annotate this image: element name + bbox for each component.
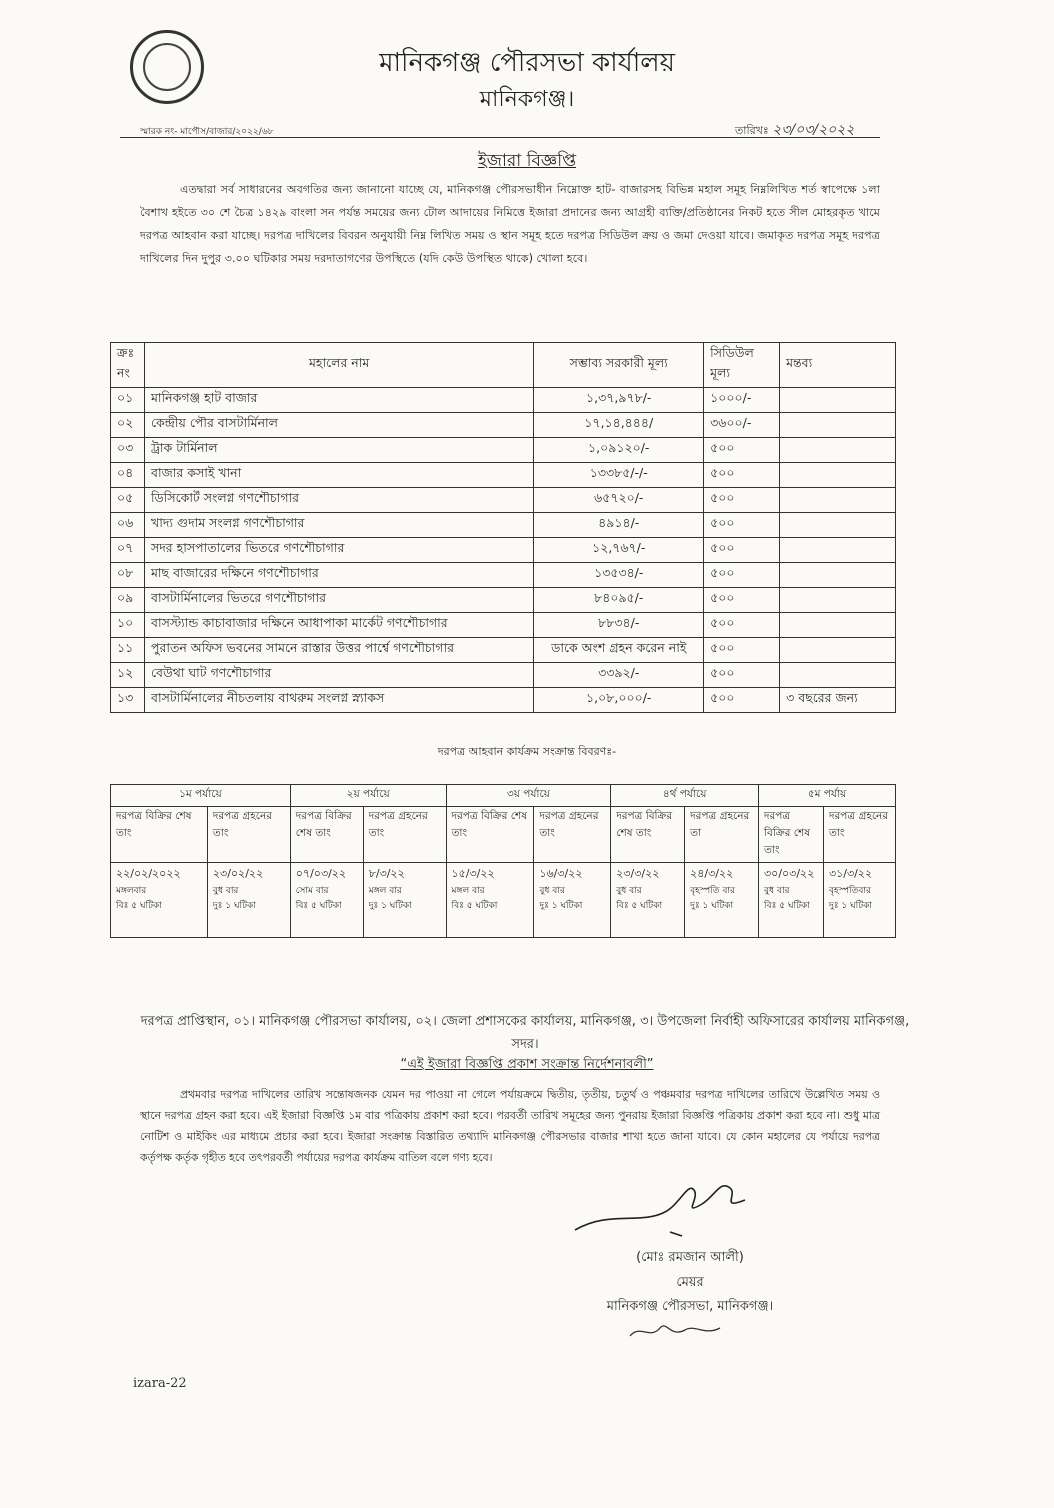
cell-remarks xyxy=(780,613,896,638)
stage-header: ৫ম পর্যায় xyxy=(759,785,896,807)
schedule-time: বিঃ ৫ ঘটিকা xyxy=(616,901,663,911)
schedule-date: ২২/০২/২০২২ xyxy=(116,867,181,880)
table-row xyxy=(111,538,896,563)
schedule-time: বিঃ ৫ ঘটিকা xyxy=(451,901,498,911)
schedule-caption: দরপত্র আহবান কার্যক্রম সংক্রান্ত বিবরণঃ- xyxy=(437,745,617,758)
stage-subheader: দরপত্র গ্রহনের তাং xyxy=(534,807,611,863)
cell-mahal-name: বাজার কসাই খানা xyxy=(144,463,533,488)
stage-subheader: দরপত্র গ্রহনের তাং xyxy=(823,807,895,863)
table-row xyxy=(111,463,896,488)
schedule-time: বিঃ ৫ ঘটিকা xyxy=(116,901,162,911)
cell-remarks xyxy=(780,663,896,688)
cell-remarks xyxy=(780,588,896,613)
cell-govt-value: ১,৩৭,৯৭৮/- xyxy=(534,388,704,413)
table-row xyxy=(111,513,896,538)
cell-schedule-price: ১০০০/- xyxy=(704,388,780,413)
instructions-paragraph: প্রথমবার দরপত্র দাখিলের তারিখ সন্তোষজনক যেমন দর পাওয়া না গেলে পর্যায়ক্রমে দ্বিতীয়, তৃতীয়, চতুর্থ ও পঞ্চমবার দরপত্র দাখিলের তারিখে উল্লেখিত সময় ও স্থানে দরপত্র গ্রহন করা হবে। এই ইজারা বিজ্ঞপ্তি ১ম বার পত্রিকায় প্রকাশ করা হবে। পরবর্তী তারিখ সমূহের জন্য পুনরায় ইজারা বিজ্ঞপ্তি পত্রিকায় প্রকাশ করা হবে না। শুধু মাত্র নোটিশ ও মাইকিং এর মাধ্যমে প্রচার করা হবে। ইজারা সংক্রান্ত বিস্তারিত তথ্যাদি মানিকগঞ্জ পৌরসভার বাজার শাখা হতে জানা যাবে। যে কোন মহালের যে পর্যায়ে দরপত্র কর্তৃপক্ষ কর্তৃক গৃহীত হবে তৎপরবর্তী পর্যায়ের দরপত্র কার্যক্রম বাতিল বলে গণ্য হবে। xyxy=(140,1088,880,1164)
signatory-office: মানিকগঞ্জ পৌরসভা, মানিকগঞ্জ। xyxy=(606,1299,774,1314)
date-label: তারিখঃ xyxy=(735,124,769,137)
cell-mahal-name: মানিকগঞ্জ হাট বাজার xyxy=(144,388,533,413)
header-divider xyxy=(120,137,880,138)
mahal-table-header xyxy=(111,343,896,388)
cell-schedule-price: ৫০০ xyxy=(704,513,780,538)
schedule-day: মঙ্গল বার xyxy=(368,886,402,896)
cell-mahal-name: কেন্দ্রীয় পৌর বাসটার্মিনাল xyxy=(144,413,533,438)
schedule-cell xyxy=(823,863,895,938)
schedule-time: বিঃ ৫ ঘটিকা xyxy=(295,901,342,911)
cell-govt-value: ৮৪০৯৫/- xyxy=(534,588,704,613)
schedule-day: মঙ্গলবার xyxy=(116,886,147,896)
table-row xyxy=(111,488,896,513)
cell-govt-value: ১৩৫৩৪/- xyxy=(534,563,704,588)
cell-mahal-name: বাসটার্মিনালের নীচতলায় বাথরুম সংলগ্ন স্ন্যাকস xyxy=(144,688,533,713)
table-row xyxy=(111,563,896,588)
schedule-stage-row xyxy=(111,785,896,807)
stage-subheader: দরপত্র গ্রহনের তা xyxy=(685,807,759,863)
cell-schedule-price: ৫০০ xyxy=(704,663,780,688)
cell-govt-value: ৮৮৩৪/- xyxy=(534,613,704,638)
stage-subheader: দরপত্র গ্রহনের তাং xyxy=(207,807,290,863)
instructions-title: “এই ইজারা বিজ্ঞপ্তি প্রকাশ সংক্রান্ত নির্দেশনাবলী” xyxy=(400,1057,654,1072)
mahal-table xyxy=(110,342,896,713)
cell-remarks: ৩ বছরের জন্য xyxy=(780,688,896,713)
cell-govt-value: ৩৩৯২/- xyxy=(534,663,704,688)
cell-govt-value: ১৩৩৮৫/-/- xyxy=(534,463,704,488)
table-row xyxy=(111,413,896,438)
schedule-date: ৩০/০৩/২২ xyxy=(764,867,815,880)
schedule-day: বুধ বার xyxy=(616,886,642,896)
schedule-date: ৮/৩/২২ xyxy=(368,867,405,880)
intro-paragraph: এতদ্বারা সর্ব সাধারনের অবগতির জন্য জানানো যাচ্ছে যে, মানিকগঞ্জ পৌরসভাধীন নিম্নোক্ত হাট- বাজারসহ বিভিন্ন মহাল সমূহ নিম্নলিখিত শর্ত স্বাপেক্ষে ১লা বৈশাখ হইতে ৩০ শে চৈত্র ১৪২৯ বাংলা সন পর্যন্ত সময়ের জন্য টোল আদায়ের নিমিত্তে ইজারা প্রদানের জন্য আগ্রহী ব্যক্তি/প্রতিষ্ঠানের নিকট হতে সীল মোহরকৃত খামে দরপত্র আহবান করা যাচ্ছে। দরপত্র দাখিলের বিবরন অনুযায়ী নিম্ন লিখিত সময় ও স্থান সমূহ হতে দরপত্র সিডিউল ক্রয় ও জমা দেওয়া যাবে। জমাকৃত দরপত্র সমূহ দরপত্র দাখিলের দিন দুপুর ৩.০০ ঘটিকার সময় দরদাতাগণের উপস্থিতে (যদি কেউ উপস্থিত থাকে) খোলা হবে। xyxy=(140,183,880,265)
cell-serial: ০৭ xyxy=(111,538,145,563)
memo-value: ৬৮ xyxy=(261,127,274,137)
schedule-date: ৩১/৩/২২ xyxy=(828,867,873,880)
schedule-time: দুঃ ১ ঘটিকা xyxy=(828,901,873,911)
col-mahal-name: মহালের নাম xyxy=(144,343,533,388)
table-row xyxy=(111,638,896,663)
notice-title: ইজারা বিজ্ঞপ্তি xyxy=(477,151,577,171)
stage-header: ২য় পর্যায়ে xyxy=(290,785,446,807)
cell-schedule-price: ৫০০ xyxy=(704,638,780,663)
cell-serial: ০৮ xyxy=(111,563,145,588)
schedule-cell xyxy=(759,863,824,938)
cell-mahal-name: খাদ্য গুদাম সংলগ্ন গণশৌচাগার xyxy=(144,513,533,538)
cell-remarks xyxy=(780,563,896,588)
schedule-time: বিঃ ৫ ঘটিকা xyxy=(764,901,810,911)
cell-serial: ০৪ xyxy=(111,463,145,488)
col-serial: ক্রঃ নং xyxy=(111,343,145,388)
schedule-cell xyxy=(207,863,290,938)
table-row xyxy=(111,613,896,638)
stage-subheader: দরপত্র বিক্রির শেষ তাং xyxy=(111,807,208,863)
cell-schedule-price: ৩৬০০/- xyxy=(704,413,780,438)
cell-remarks xyxy=(780,513,896,538)
date-value: ২৩/০৩/২০২২ xyxy=(772,122,855,138)
cell-mahal-name: বাসস্ট্যান্ড কাচাবাজার দক্ষিনে আধাপাকা মার্কেট গণশৌচাগার xyxy=(144,613,533,638)
stage-subheader: দরপত্র বিক্রির শেষ তাং xyxy=(611,807,685,863)
cell-govt-value: ডাকে অংশ গ্রহন করেন নাই xyxy=(534,638,704,663)
cell-schedule-price: ৫০০ xyxy=(704,588,780,613)
cell-mahal-name: মাছ বাজারের দক্ষিনে গণশৌচাগার xyxy=(144,563,533,588)
cell-govt-value: ৬৫৭২০/- xyxy=(534,488,704,513)
signatory-title: মেয়র xyxy=(676,1275,704,1290)
schedule-cell xyxy=(111,863,208,938)
table-row xyxy=(111,588,896,613)
cell-serial: ১২ xyxy=(111,663,145,688)
schedule-time: দুঃ ১ ঘটিকা xyxy=(212,901,256,911)
cell-serial: ০৬ xyxy=(111,513,145,538)
memo-label: স্মারক নং- মাপৌস/বাজার/২০২২/ xyxy=(140,127,262,137)
schedule-day: বুধ বার xyxy=(212,886,239,896)
schedule-day: বুধ বার xyxy=(539,886,565,896)
col-govt-value: সম্ভাব্য সরকারী মূল্য xyxy=(534,343,704,388)
cell-mahal-name: সদর হাসপাতালের ভিতরে গণশৌচাগার xyxy=(144,538,533,563)
cell-serial: ১০ xyxy=(111,613,145,638)
table-row xyxy=(111,388,896,413)
schedule-date: ১৬/৩/২২ xyxy=(539,867,583,880)
cell-govt-value: ১৭,১৪,৪৪৪/ xyxy=(534,413,704,438)
schedule-date: ০৭/০৩/২২ xyxy=(295,867,347,880)
col-schedule-price: সিডিউল মূল্য xyxy=(704,343,780,388)
schedule-cell xyxy=(685,863,759,938)
tender-locations: দরপত্র প্রাপ্তিস্থান, ০১। মানিকগঞ্জ পৌরসভা কার্যালয়, ০২। জেলা প্রশাসকের কার্যালয়, মানিকগঞ্জ, ৩। উপজেলা নির্বাহী অফিসারের কার্যালয় মানিকগঞ্জ, সদর। xyxy=(140,1014,910,1052)
cell-govt-value: ১,০৮,০০০/- xyxy=(534,688,704,713)
schedule-cell xyxy=(290,863,363,938)
schedule-time: দুঃ ১ ঘটিকা xyxy=(690,901,734,911)
stage-subheader: দরপত্র বিক্রির শেষ তাং xyxy=(290,807,363,863)
cell-schedule-price: ৫০০ xyxy=(704,563,780,588)
stage-subheader: দরপত্র বিক্রির শেষ তাং xyxy=(446,807,534,863)
table-row xyxy=(111,688,896,713)
mayor-signature xyxy=(570,1170,760,1250)
cell-remarks xyxy=(780,388,896,413)
cell-schedule-price: ৫০০ xyxy=(704,538,780,563)
stage-header: ১ম পর্যায়ে xyxy=(111,785,291,807)
cell-schedule-price: ৫০০ xyxy=(704,438,780,463)
schedule-subheader-row xyxy=(111,807,896,863)
cell-remarks xyxy=(780,638,896,663)
cell-remarks xyxy=(780,538,896,563)
cell-remarks xyxy=(780,438,896,463)
schedule-day: বুধ বার xyxy=(764,886,790,896)
schedule-day: বৃহস্পতিবার xyxy=(828,886,871,896)
cell-remarks xyxy=(780,413,896,438)
cell-serial: ১৩ xyxy=(111,688,145,713)
schedule-date-row xyxy=(111,863,896,938)
stage-subheader: দরপত্র গ্রহনের তাং xyxy=(363,807,446,863)
footer-code: izara-22 xyxy=(133,1376,187,1391)
cell-remarks xyxy=(780,463,896,488)
schedule-cell xyxy=(534,863,611,938)
cell-schedule-price: ৫০০ xyxy=(704,463,780,488)
stage-header: ৪র্থ পর্যায়ে xyxy=(611,785,759,807)
cell-serial: ০৩ xyxy=(111,438,145,463)
office-name: মানিকগঞ্জ পৌরসভা কার্যালয় xyxy=(379,48,675,78)
schedule-date: ২৩/৩/২২ xyxy=(616,867,660,880)
cell-govt-value: ১২,৭৬৭/- xyxy=(534,538,704,563)
stage-header: ৩য় পর্যায়ে xyxy=(446,785,611,807)
cell-mahal-name: ডিসিকোর্ট সংলগ্ন গণশৌচাগার xyxy=(144,488,533,513)
schedule-time: দুঃ ১ ঘটিকা xyxy=(539,901,583,911)
date-line xyxy=(735,118,855,142)
cell-serial: ০১ xyxy=(111,388,145,413)
cell-serial: ১১ xyxy=(111,638,145,663)
cell-serial: ০৫ xyxy=(111,488,145,513)
cell-govt-value: ৪৯১৪/- xyxy=(534,513,704,538)
schedule-time: দুঃ ১ ঘটিকা xyxy=(368,901,412,911)
cell-schedule-price: ৫০০ xyxy=(704,688,780,713)
schedule-day: মঙ্গল বার xyxy=(451,886,485,896)
cell-mahal-name: পুরাতন অফিস ভবনের সামনে রাস্তার উত্তর পার্শ্বে গণশৌচাগার xyxy=(144,638,533,663)
town-name: মানিকগঞ্জ। xyxy=(479,87,575,112)
schedule-day: সোম বার xyxy=(295,886,329,896)
schedule-cell xyxy=(363,863,446,938)
cell-mahal-name: বাসটার্মিনালের ভিতরে গণশৌচাগার xyxy=(144,588,533,613)
table-row xyxy=(111,438,896,463)
cell-mahal-name: ট্রাক টার্মিনাল xyxy=(144,438,533,463)
col-remarks: মন্তব্য xyxy=(780,343,896,388)
cell-remarks xyxy=(780,488,896,513)
schedule-cell xyxy=(446,863,534,938)
cell-govt-value: ১,০৯১২০/- xyxy=(534,438,704,463)
initials-mark xyxy=(625,1316,725,1346)
schedule-cell xyxy=(611,863,685,938)
stage-subheader: দরপত্র বিক্রির শেষ তাং xyxy=(759,807,824,863)
cell-schedule-price: ৫০০ xyxy=(704,488,780,513)
table-row xyxy=(111,663,896,688)
schedule-day: বৃহস্পতি বার xyxy=(690,886,735,896)
cell-schedule-price: ৫০০ xyxy=(704,613,780,638)
cell-serial: ০৯ xyxy=(111,588,145,613)
cell-mahal-name: বেউথা ঘাট গণশৌচাগার xyxy=(144,663,533,688)
signatory-name: (মোঃ রমজান আলী) xyxy=(636,1250,744,1265)
cell-serial: ০২ xyxy=(111,413,145,438)
schedule-table xyxy=(110,784,896,938)
schedule-date: ১৫/৩/২২ xyxy=(451,867,495,880)
schedule-date: ২৩/০২/২২ xyxy=(212,867,264,880)
schedule-date: ২৪/৩/২২ xyxy=(690,867,734,880)
